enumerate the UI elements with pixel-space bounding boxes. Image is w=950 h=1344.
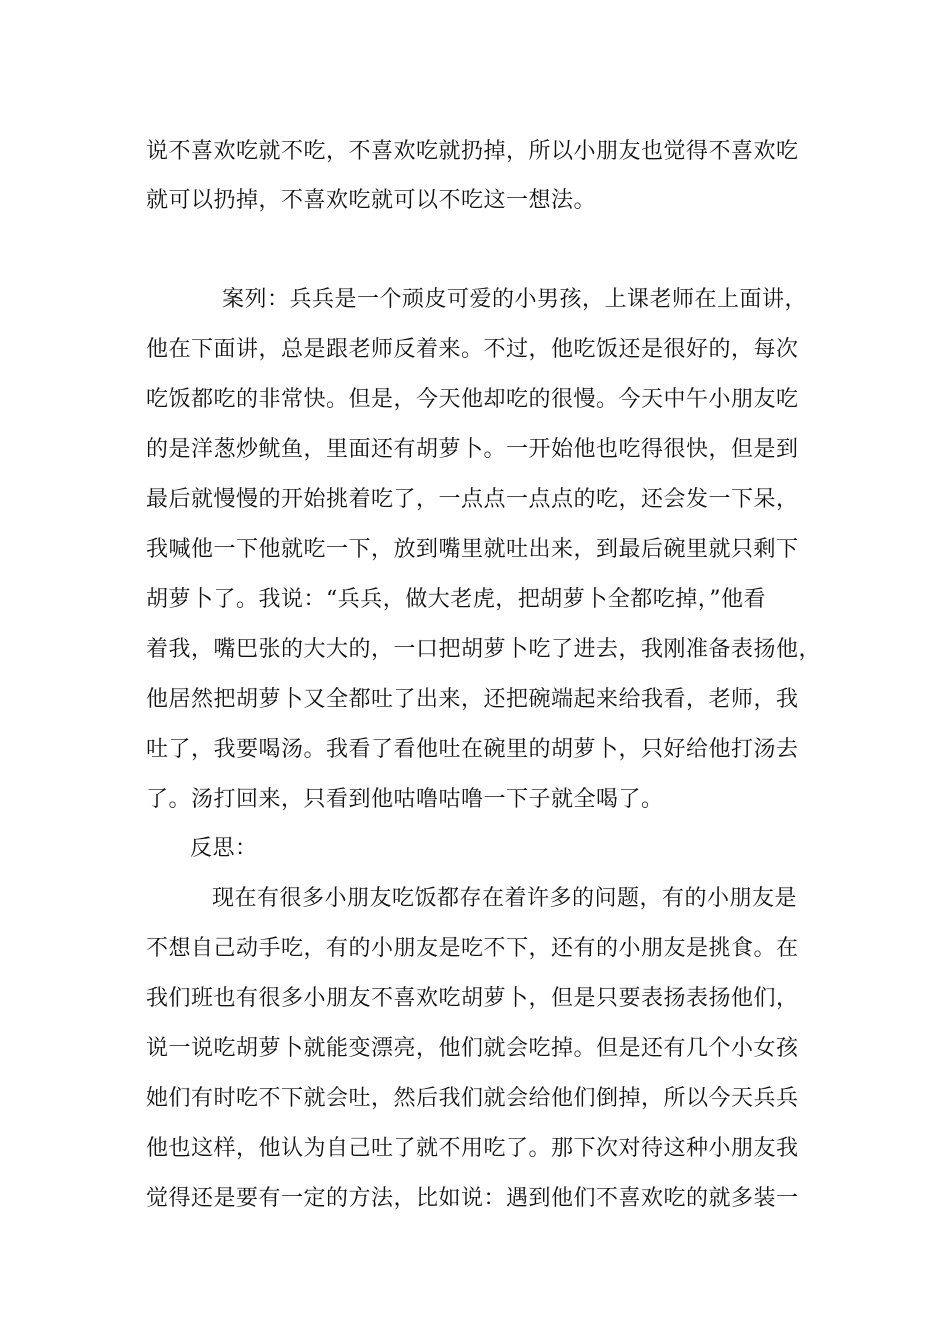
- body-line: 他居然把胡萝卜又全都吐了出来，还把碗端起来给我看，老师，我: [146, 687, 799, 712]
- body-line: 说不喜欢吃就不吃，不喜欢吃就扔掉，所以小朋友也觉得不喜欢吃: [146, 139, 799, 164]
- body-line: 她们有时吃不下就会吐，然后我们就会给他们倒掉，所以今天兵兵: [146, 1086, 799, 1111]
- body-line: 不想自己动手吃，有的小朋友是吃不下，还有的小朋友是挑食。在: [146, 936, 799, 961]
- reflection-first-line: 现在有很多小朋友吃饭都存在着许多的问题，有的小朋友是: [212, 886, 798, 911]
- case-first-line: 案列：兵兵是一个顽皮可爱的小男孩，上课老师在上面讲，: [222, 287, 808, 312]
- body-line: 了。汤打回来，只看到他咕噜咕噜一下子就全喝了。: [146, 787, 664, 812]
- body-line: 吐了，我要喝汤。我看了看他吐在碗里的胡萝卜，只好给他打汤去: [146, 737, 799, 762]
- body-line: 着我，嘴巴张的大大的，一口把胡萝卜吃了进去，我刚准备表扬他，: [146, 637, 822, 662]
- body-line: 说一说吃胡萝卜就能变漂亮，他们就会吃掉。但是还有几个小女孩: [146, 1036, 799, 1061]
- body-line: 的是洋葱炒鱿鱼，里面还有胡萝卜。一开始他也吃得很快，但是到: [146, 437, 799, 462]
- body-line: 觉得还是要有一定的方法，比如说：遇到他们不喜欢吃的就多装一: [146, 1186, 799, 1211]
- body-line: 最后就慢慢的开始挑着吃了，一点点一点点的吃，还会发一下呆，: [146, 487, 799, 512]
- body-line: 他也这样，他认为自己吐了就不用吃了。那下次对待这种小朋友我: [146, 1136, 799, 1161]
- body-line: 他在下面讲，总是跟老师反着来。不过，他吃饭还是很好的，每次: [146, 337, 799, 362]
- body-line: 就可以扔掉，不喜欢吃就可以不吃这一想法。: [146, 188, 597, 213]
- body-line: 我喊他一下他就吃一下，放到嘴里就吐出来，到最后碗里就只剩下: [146, 537, 799, 562]
- reflection-heading: 反思：: [190, 836, 258, 861]
- body-line: 吃饭都吃的非常快。但是，今天他却吃的很慢。今天中午小朋友吃: [146, 387, 799, 412]
- body-line: 胡萝卜了。我说：“兵兵，做大老虎，把胡萝卜全都吃掉，”他看: [146, 587, 766, 612]
- body-line: 我们班也有很多小朋友不喜欢吃胡萝卜，但是只要表扬表扬他们，: [146, 986, 799, 1011]
